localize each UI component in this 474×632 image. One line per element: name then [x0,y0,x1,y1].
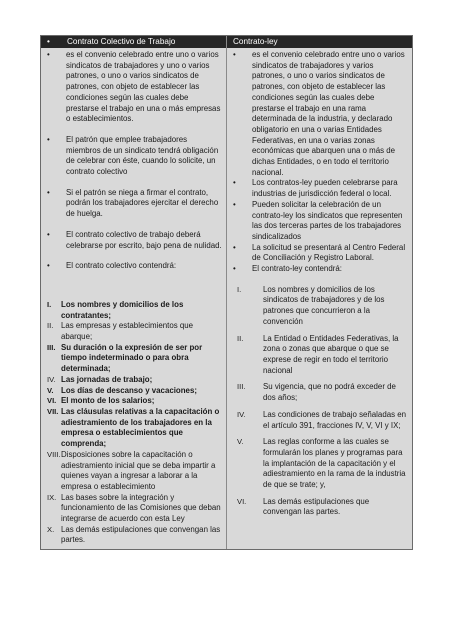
list-item: V. Las reglas conforme a las cuales se formularán los planes y programas para la implantación de la capacitación y el adiestramiento en la rama de la industria de que se trate; y, [237,437,406,490]
bullet-item: • es el convenio celebrado entre uno o varios sindicatos de trabajadores y varios patrones, o uno o varios sindicatos de patrones, con objeto de establecer las condiciones según las cuales debe prestarse el trabajo en una rama determinada de la industria, y declarado obligatorio en una o varias Entidades Federativas, en una o varias zonas económicas que abarquen una o más de dichas Entidades, o en todo el territorio nacional. [233,50,405,177]
table-body-row [41,48,412,549]
bullet-icon: • [47,37,50,46]
bullet-icon: • [233,242,236,252]
list-item: VII. Las cláusulas relativas a la capacitación o adiestramiento de los trabajadores en la empresa o establecimientos que comprenda; [47,406,220,449]
header-contrato-colectivo: • Contrato Colectivo de Trabajo [41,36,227,48]
contrato-ley-column [227,48,412,549]
bullet-icon: • [233,178,236,188]
list-item: VI. Las demás estipulaciones que convengan las partes. [237,496,370,517]
list-item: IV. Las jornadas de trabajo; [47,374,153,384]
bullet-icon: • [47,229,50,239]
header-contrato-ley: Contrato-ley [233,37,278,46]
bullet-item: • El contrato colectivo de trabajo deberá celebrarse por escrito, bajo pena de nulidad. [47,229,222,250]
list-item: I. Los nombres y domicilios de los contratantes; [47,299,184,320]
bullet-item: • El contrato colectivo contendrá: [47,261,177,271]
comparison-table [40,35,413,550]
list-item: VIII. Disposiciones sobre la capacitación o adiestramiento inicial que se deba impartir a quienes vayan a ingresar a laborar a la empresa o establecimiento [47,449,216,491]
list-item: IV. Las condiciones de trabajo señaladas en el artículo 391, fracciones IV, V, VI y IX; [237,409,407,430]
list-item: VI. El monto de los salarios; [47,396,155,406]
bullet-item: • es el convenio celebrado entre uno o varios sindicatos de trabajadores y uno o varios patrones, o uno o varios sindicatos de patrones, con objeto de establecer las condiciones según las cuales debe prestarse el trabajo en una o más empresas o establecimientos. [47,50,221,124]
list-item: X. Las demás estipulaciones que convengan las partes. [47,524,221,545]
list-item: III. Su vigencia, que no podrá exceder de dos años; [237,382,396,403]
bullet-icon: • [47,50,50,59]
table-header-row [41,36,412,48]
bullet-icon: • [47,187,50,197]
bullet-icon: • [47,134,50,144]
bullet-item: • Si el patrón se niega a firmar el contrato, podrán los trabajadores ejercitar el derecho de huelga. [47,187,219,219]
bullet-item: • Los contratos-ley pueden celebrarse para industrias de jurisdicción federal o local. [233,178,398,199]
bullet-icon: • [47,261,50,271]
list-item: III. Su duración o la expresión de ser por tiempo indeterminado o para obra determinada; [47,342,203,374]
bullet-icon: • [233,264,236,274]
bullet-item: • El contrato-ley contendrá: [233,264,342,274]
bullet-item: • La solicitud se presentará al Centro Federal de Conciliación y Registro Laboral. [233,242,406,263]
list-item: IX. Las bases sobre la integración y funcionamiento de las Comisiones que deban integrarse de acuerdo con esta Ley [47,492,221,524]
bullet-item: • Pueden solicitar la celebración de un contrato-ley los sindicatos que representen las dos terceras partes de los trabajadores sindicalizados [233,199,403,241]
list-item: I. Los nombres y domicilios de los sindicatos de trabajadores y de los patrones que concurrieron a la convención [237,284,385,326]
bullet-item: • El patrón que emplee trabajadores miembros de un sindicato tendrá obligación de celebrar con éste, cuando lo solicite, un contrato colectivo [47,134,219,177]
list-item: II. La Entidad o Entidades Federativas, la zona o zonas que abarque o que se exprese de regir en todo el territorio nacional [237,333,399,375]
contrato-colectivo-column [41,48,227,549]
list-item: V. Los días de descanso y vacaciones; [47,385,197,395]
bullet-icon: • [233,199,236,209]
list-item: II. Las empresas y establecimientos que abarque; [47,321,194,342]
bullet-icon: • [233,50,236,59]
